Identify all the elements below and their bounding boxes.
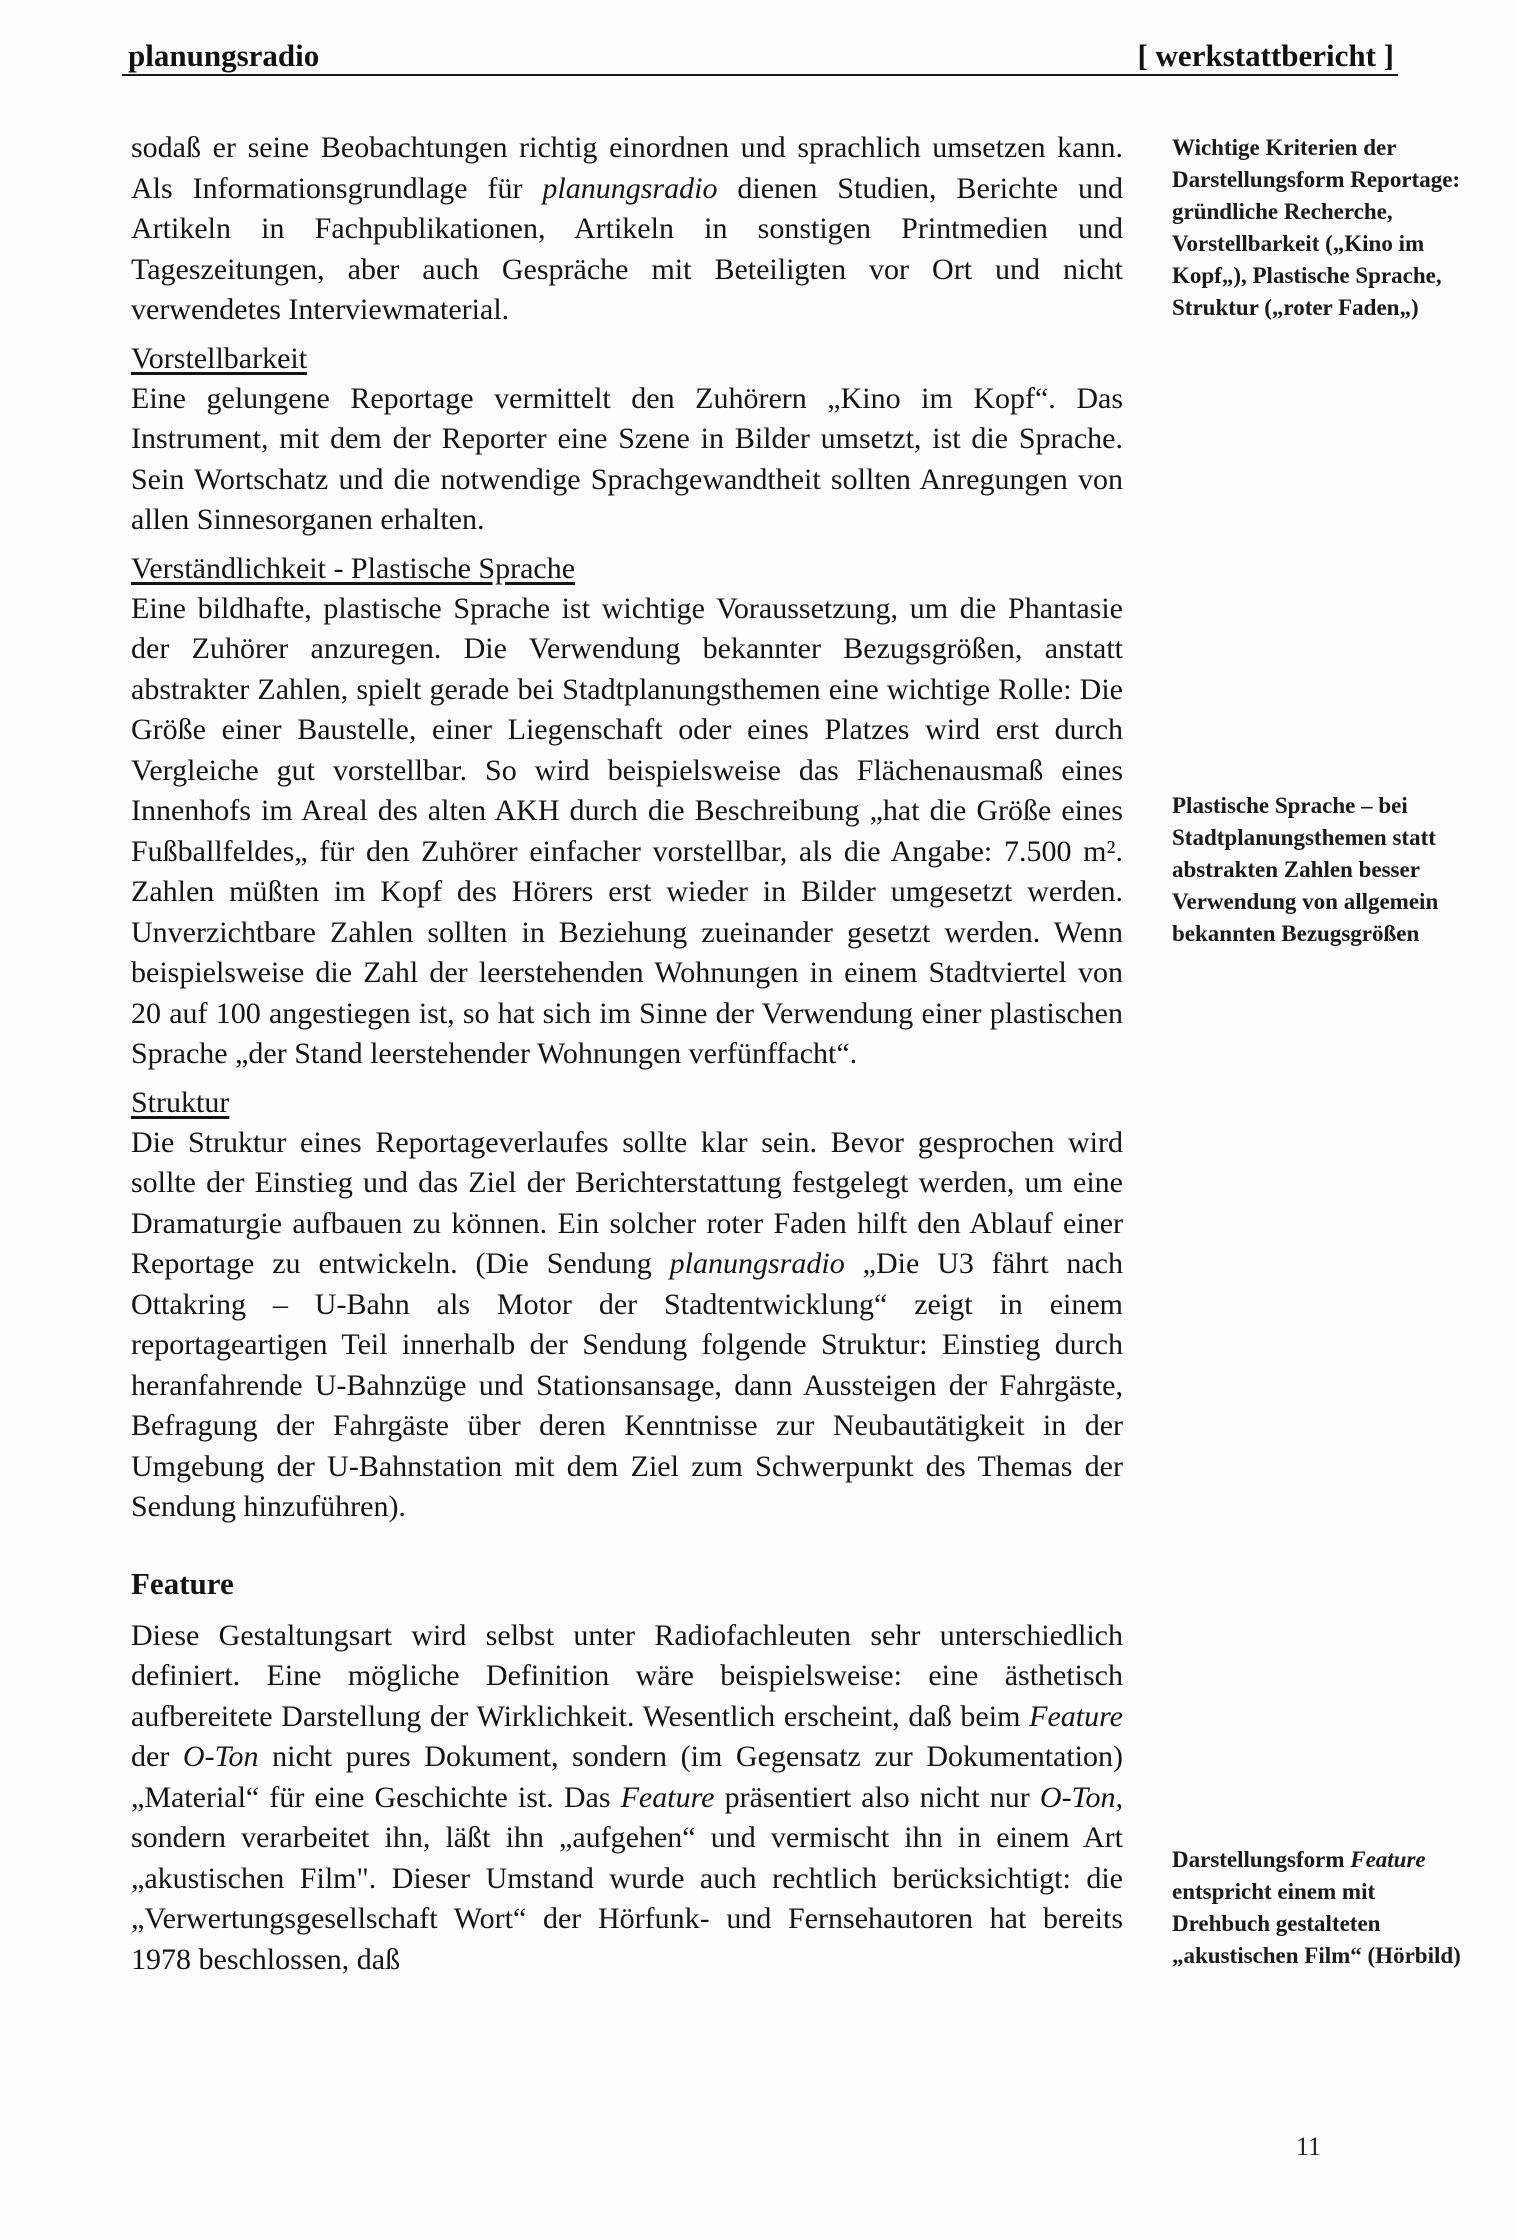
- margin-note-reportage-criteria: Wichtige Kriterien der Darstellungsform Reportage: gründliche Recherche, Vorstellbarkeit („Kino im Kopf„), Plastische Sprache, Struktur („roter Faden„): [1172, 135, 1461, 320]
- margin-note-plastische-sprache: Plastische Sprache – bei Stadtplanungsthemen statt abstrakten Zahlen besser Verwendung von allgemein bekannten Bezugsgrößen: [1172, 793, 1439, 946]
- heading-struktur: Struktur: [131, 1085, 230, 1119]
- header-rule: [122, 74, 1398, 76]
- heading-vorstellbarkeit: Vorstellbarkeit: [131, 341, 308, 375]
- paragraph-feature: Diese Gestaltungsart wird selbst unter Radiofachleuten sehr unterschiedlich definiert. Eine mögliche Definition wäre beispielsweise: eine ästhetisch aufbereitete Darstellung der Wirklichkeit. Wesentlich erscheint, daß beim Feature der O-Ton nicht pures Dokument, sondern (im Gegensatz zur Dokumentation) „Material“ für eine Geschichte ist. Das Feature präsentiert also nicht nur O-Ton, sondern verarbeitet ihn, läßt ihn „aufgehen“ und vermischt ihn in einem Art „akustischen Film". Dieser Umstand wurde auch rechtlich berücksichtigt: die „Verwertungsgesellschaft Wort“ der Hörfunk- und Fernsehautoren hat bereits 1978 beschlossen, daß: [131, 1618, 1124, 1976]
- paragraph-intro: sodaß er seine Beobachtungen richtig einordnen und sprachlich umsetzen kann. Als Informationsgrundlage für planungsradio dienen Studien, Berichte und Artikeln in Fachpublikationen, Artikeln in sonstigen Printmedien und Tageszeitungen, aber auch Gespräche mit Beteiligten vor Ort und nicht verwendetes Interviewmaterial.: [131, 131, 1123, 326]
- paragraph-struktur: Die Struktur eines Reportageverlaufes sollte klar sein. Bevor gesprochen wird sollte der Einstieg und das Ziel der Berichterstattung festgelegt werden, um eine Dramaturgie aufbauen zu können. Ein solcher roter Faden hilft den Ablauf einer Reportage zu entwickeln. (Die Sendung planungsradio „Die U3 fährt nach Ottakring – U-Bahn als Motor der Stadtentwicklung“ zeigt in einem reportageartigen Teil innerhalb der Sendung folgende Struktur: Einstieg durch heranfahrende U-Bahnzüge und Stationsansage, dann Aussteigen der Fahrgäste, Befragung der Fahrgäste über deren Kenntnisse zur Neubautätigkeit in der Umgebung der U-Bahnstation mit dem Ziel zum Schwerpunkt des Themas der Sendung hinzuführen).: [131, 1125, 1123, 1523]
- running-header-section: [ werkstattbericht ]: [1137, 38, 1394, 73]
- paragraph-vorstellbarkeit: Eine gelungene Reportage vermittelt den Zuhörern „Kino im Kopf“. Das Instrument, mit dem der Reporter eine Szene in Bilder umsetzt, ist die Sprache. Sein Wortschatz und die notwendige Sprachgewandtheit sollten Anregungen von allen Sinnesorganen erhalten.: [131, 381, 1123, 536]
- paragraph-plastische-sprache: Eine bildhafte, plastische Sprache ist wichtige Voraussetzung, um die Phantasie der Zuhörer anzuregen. Die Verwendung bekannter Bezugsgrößen, anstatt abstrakter Zahlen, spielt gerade bei Stadtplanungsthemen eine wichtige Rolle: Die Größe einer Baustelle, einer Liegenschaft oder eines Platzes wird erst durch Vergleiche gut vorstellbar. So wird beispielsweise das Flächenausmaß eines Innenhofs im Areal des alten AKH durch die Beschreibung „hat die Größe eines Fußballfeldes„ für den Zuhörer einfacher vorstellbar, als die Angabe: 7.500 m². Zahlen müßten im Kopf des Hörers erst wieder in Bilder umgesetzt werden. Unverzichtbare Zahlen sollten in Beziehung zueinander gesetzt werden. Wenn beispielsweise die Zahl der leerstehenden Wohnungen in einem Stadtviertel von 20 auf 100 angestiegen ist, so hat sich im Sinne der Verwendung einer plastischen Sprache „der Stand leerstehender Wohnungen verfünffacht“.: [131, 591, 1123, 1070]
- heading-verstaendlichkeit: Verständlichkeit - Plastische Sprache: [131, 551, 576, 585]
- running-header-title: planungsradio: [128, 38, 320, 73]
- page-number: 11: [1296, 2132, 1322, 2161]
- main-text-column: [131, 128, 1123, 1980]
- heading-feature: Feature: [131, 1565, 234, 1601]
- margin-note-feature: Darstellungsform Feature entspricht einem mit Drehbuch gestalteten „akustischen Film“ (Hörbild): [1172, 1847, 1461, 1968]
